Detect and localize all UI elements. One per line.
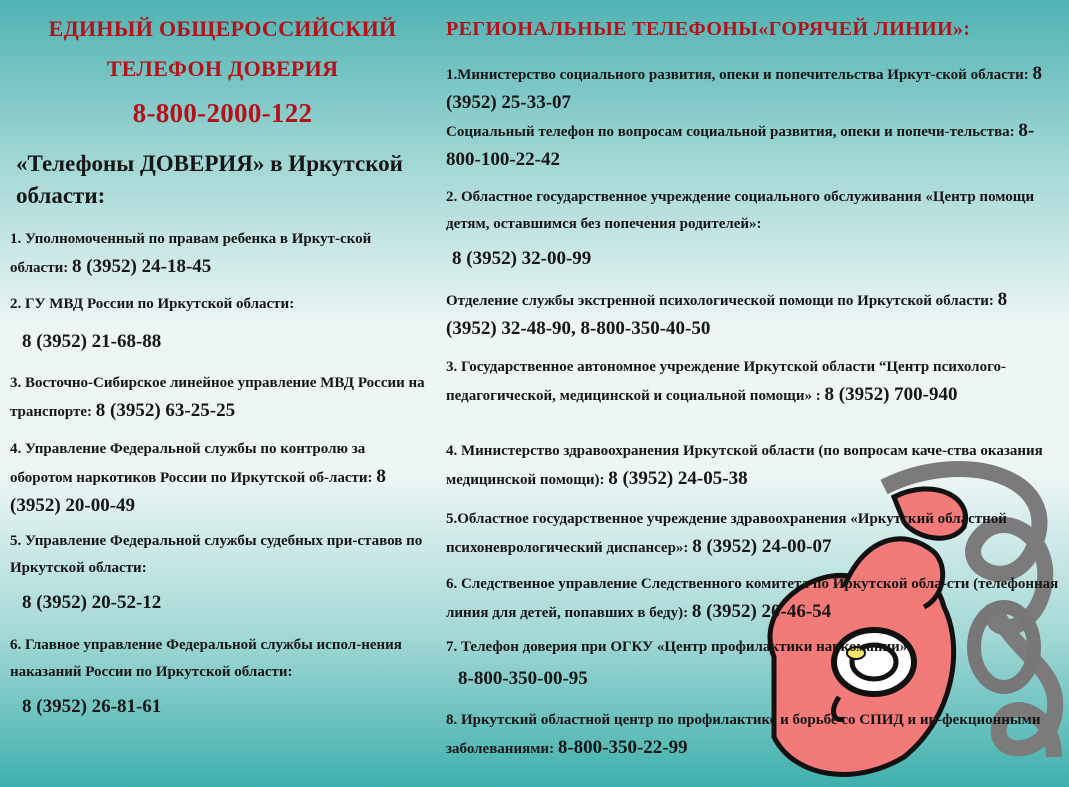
phone-number: 8 (3952) 24-00-07 — [692, 536, 832, 557]
item-text: Социальный телефон по вопросам социальной развития, опеки и попечи-тельства: — [446, 124, 1015, 140]
phone-number: 8 (3952) 700-940 — [824, 384, 958, 405]
phone-number: 8-800-350-00-95 — [458, 668, 588, 689]
regional-subtitle: «Телефоны ДОВЕРИЯ» в Иркутской области: — [16, 151, 403, 208]
left-item-6 — [10, 632, 435, 686]
left-item-3 — [10, 370, 435, 426]
item-text: 7. Телефон доверия при ОГКУ «Центр профилактики наркомании»: — [446, 639, 913, 655]
phone-number: 8 (3952) 32-48-90, 8-800-350-40-50 — [446, 289, 1008, 339]
right-item-emergency — [446, 286, 1046, 344]
right-item-1 — [446, 60, 1046, 118]
right-item-8 — [446, 707, 1062, 763]
phone-number: 8-800-350-22-99 — [557, 737, 688, 758]
item-text: 3. Государственное автономное учреждение Иркутской области “Центр психолого-педагогической, медицинской и социальной помощи» : — [446, 359, 1007, 404]
item-text: 6. Следственное управление Следственного комитета по Иркутской обла-сти (телефонная линия для детей, попавших в беду): — [446, 576, 1059, 621]
item-text: Отделение службы экстренной психологической помощи по Иркутской области: — [446, 293, 994, 309]
phone-number: 8 (3952) 25-33-07 — [446, 63, 1043, 113]
phone-number: 8-800-100-22-42 — [446, 120, 1035, 170]
right-item-3 — [446, 354, 1041, 410]
right-item-5 — [446, 506, 1046, 562]
right-item-social — [446, 117, 1062, 175]
phone-number: 8 (3952) 26-81-61 — [22, 696, 162, 717]
item-text: 5.Областное государственное учреждение здравоохранения «Иркутский областной психоневрологический диспансер»: — [446, 511, 1007, 556]
phone-number: 8 (3952) 20-00-49 — [10, 466, 386, 516]
national-title-line1: ЕДИНЫЙ ОБЩЕРОССИЙСКИЙ — [48, 16, 397, 41]
item-text: 5. Управление Федеральной службы судебных при-ставов по Иркутской области: — [10, 533, 423, 576]
phone-number: 8 (3952) 24-18-45 — [71, 256, 212, 277]
item-text: 4. Управление Федеральной службы по контролю за оборотом наркотиков России по Иркутской об-ласти: — [10, 441, 373, 486]
phone-number: 8 (3952) 63-25-25 — [95, 400, 236, 421]
national-hotline-phone: 8-800-2000-122 — [132, 98, 313, 128]
item-text: 6. Главное управление Федеральной службы испол-нения наказаний России по Иркутской области: — [10, 637, 402, 680]
item-text: 1. Уполномоченный по правам ребенка в Иркут-ской области: — [10, 231, 372, 276]
left-item-2 — [10, 291, 422, 318]
item-text: 4. Министерство здравоохранения Иркутской области (по вопросам каче-ства оказания медицинской помощи): — [446, 443, 1043, 488]
right-item-4 — [446, 438, 1062, 494]
phone-number: 8 (3952) 32-00-99 — [452, 248, 592, 269]
item-text: 2. ГУ МВД России по Иркутской области: — [10, 296, 295, 312]
phone-number: 8 (3952) 24-05-38 — [608, 468, 748, 489]
left-item-1 — [10, 226, 422, 282]
item-text: 1.Министерство социального развития, опеки и попечительства Иркут-ской области: — [446, 67, 1029, 83]
phone-number: 8 (3952) 20-52-12 — [22, 592, 162, 613]
item-text: 8. Иркутский областной центр по профилактике и борьбе со СПИД и ин-фекционными заболеваниями: — [446, 712, 1041, 757]
left-item-4 — [10, 436, 428, 521]
right-item-2 — [446, 184, 1056, 238]
item-text: 3. Восточно-Сибирское линейное управление МВД России на транспорте: — [10, 375, 425, 420]
right-item-7 — [446, 634, 1046, 661]
national-title-line2: ТЕЛЕФОН ДОВЕРИЯ — [106, 56, 339, 81]
right-item-6 — [446, 571, 1062, 627]
regional-hotlines-title: РЕГИОНАЛЬНЫЕ ТЕЛЕФОНЫ«ГОРЯЧЕЙ ЛИНИИ»: — [446, 18, 971, 40]
phone-number: 8 (3952) 21-68-88 — [22, 331, 162, 352]
item-text: 2. Областное государственное учреждение социального обслуживания «Центр помощи детям, оставшимся без попечения родителей»: — [446, 189, 1035, 232]
left-item-5 — [10, 528, 435, 582]
phone-number: 8 (3952) 20-46-54 — [691, 601, 832, 622]
